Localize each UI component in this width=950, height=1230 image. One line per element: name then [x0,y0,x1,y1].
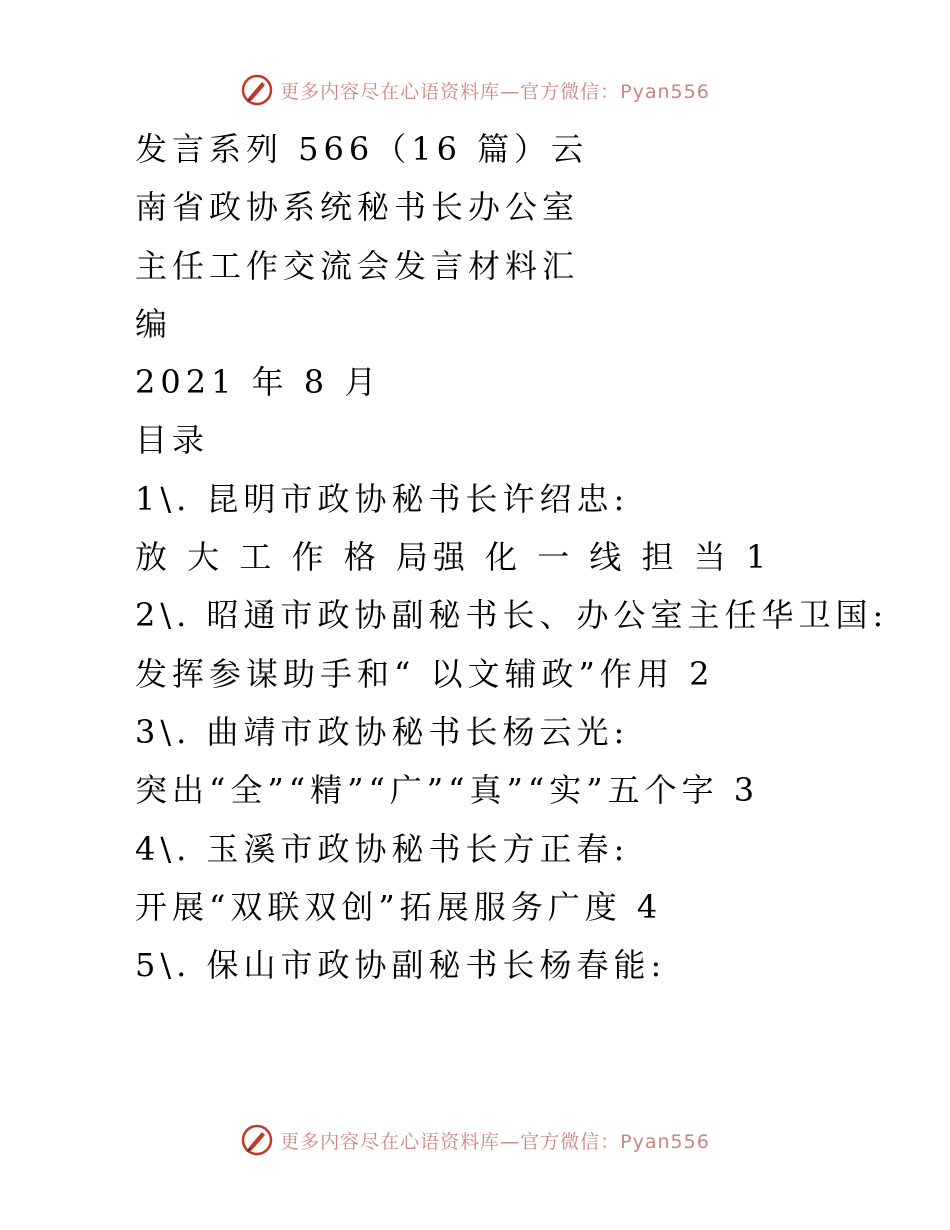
watermark-text: 更多内容尽在心语资料库—官方微信：Pyan556 [280,80,710,103]
title-line-3: 主任工作交流会发言材料汇 [135,246,580,285]
toc-heading: 目录 [135,421,210,460]
toc-entry-4-speaker: 4\. 玉溪市政协秘书长方正春: [135,829,630,868]
date-line: 2021 年 8 月 [135,363,382,402]
document-body [135,120,925,994]
header-watermark [0,70,950,110]
pen-logo-icon [240,73,274,107]
toc-entry-3-title: 突出“全”“精”“广”“真”“实”五个字 3 [135,771,760,810]
title-line-1: 发言系列 566（16 篇）云 [135,130,589,168]
toc-entry-1-speaker: 1\. 昆明市政协秘书长许绍忠: [135,479,630,518]
toc-entry-4-title: 开展“双联双创”拓展服务广度 4 [135,887,663,926]
toc-entry-3-speaker: 3\. 曲靖市政协秘书长杨云光: [135,712,630,751]
title-line-2: 南省政协系统秘书长办公室 [135,188,580,227]
title-line-4: 编 [135,304,173,343]
footer-watermark [0,1120,950,1160]
toc-entry-5-speaker: 5\. 保山市政协副秘书长杨春能: [135,946,667,985]
toc-entry-1-title: 放 大 工 作 格 局强 化 一 线 担 当 1 [135,538,772,577]
toc-entry-2-title: 发挥参谋助手和“ 以文辅政”作用 2 [135,654,715,693]
toc-entry-2-speaker: 2\. 昭通市政协副秘书长、办公室主任华卫国: [135,596,889,635]
watermark-text: 更多内容尽在心语资料库—官方微信：Pyan556 [280,1130,710,1153]
pen-logo-icon [240,1123,274,1157]
